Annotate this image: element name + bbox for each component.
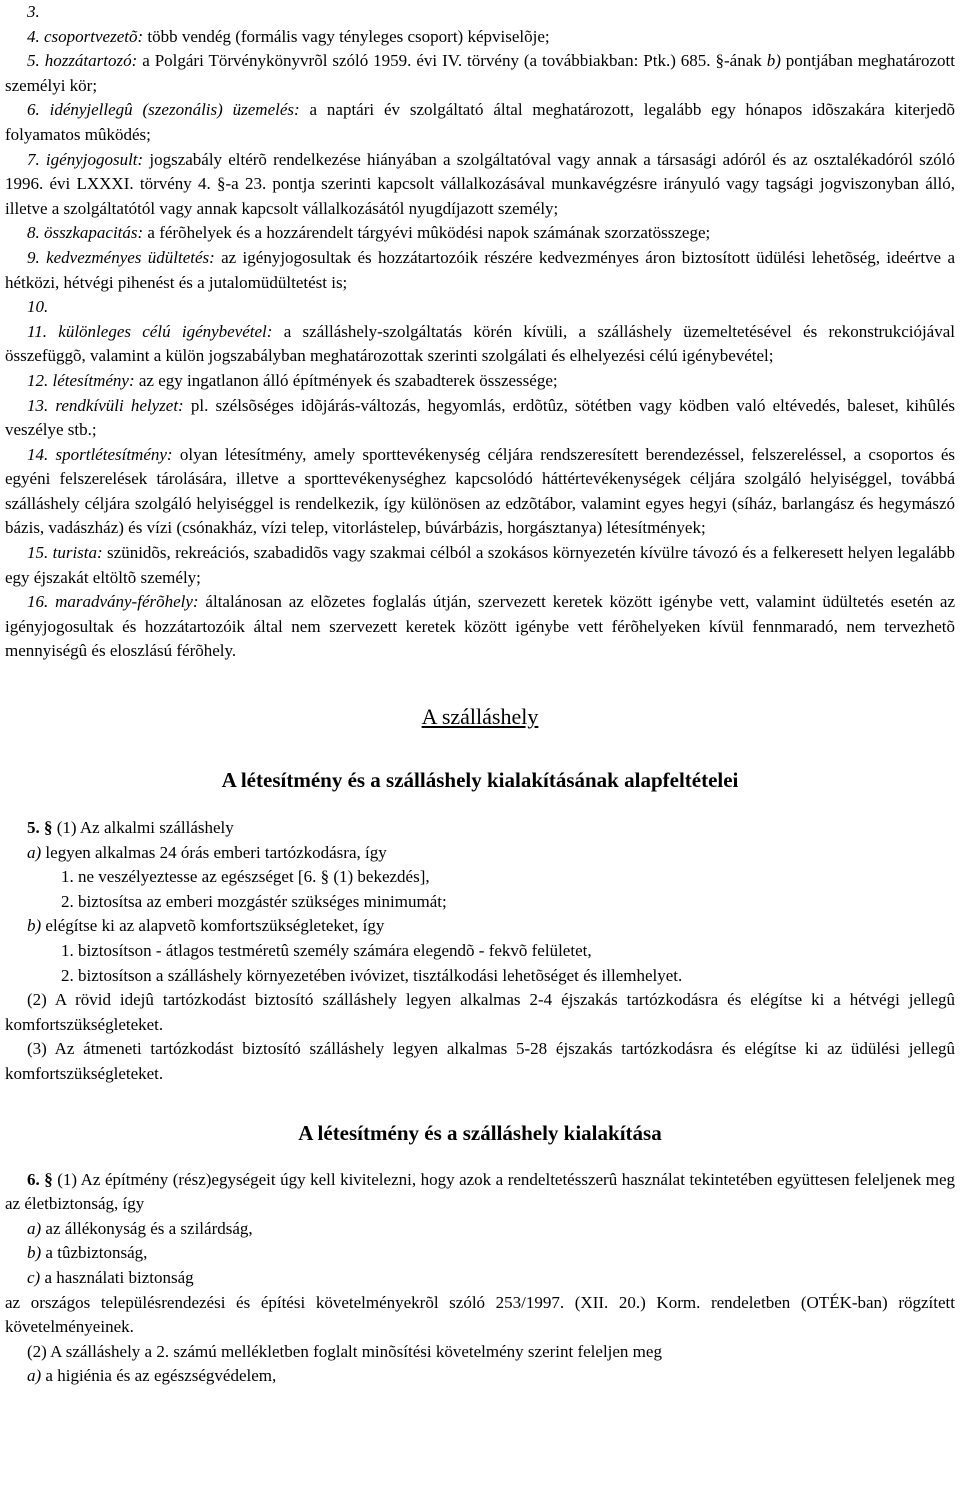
definition-14: 14. sportlétesítmény: olyan létesítmény, amely sporttevékenység céljára rendszeresített berendezéssel, felszereléssel, a csoportos és egyéni felszerelések tárolására, illetve a sporttevékenységhez kapcsolódó háttértevékenységek céljára szolgáló helyiséggel, továbbá szálláshely céljára szolgáló helyiséggel is rendelkezik, így különösen az edzõtábor, valamint egyes hegyi (síház, barlangász és hegymászó bázis, vadászház) és vízi (csónakház, vízi telep, vitorlástelep, búvárbázis, horgásztanya) létesítmények; — [5, 444, 955, 538]
definition-term: igényjogosult: — [45, 149, 144, 169]
definition-term: idényjellegû (szezonális) üzemelés: — [49, 100, 300, 120]
section-number: 5. § — [27, 818, 53, 838]
section-heading-main: A szálláshely — [421, 704, 539, 730]
definition-7: 7. igényjogosult: jogszabály eltérõ rendelkezése hiányában a szolgáltatóval vagy annak a társasági adóról és az osztalékadóról szóló 1996. évi LXXXI. törvény 4. §-a 23. pontja szerinti kapcsolt vállalkozásával munkavégzésre irányuló vagy tagsági jogviszonyban álló, illetve a szolgáltatótól vagy annak kapcsolt vállalkozásától nyugdíjazott személy; — [5, 149, 956, 218]
definition-term: létesítmény: — [52, 370, 135, 390]
point-6-a: a) az állékonyság és a szilárdság, — [27, 1218, 253, 1238]
definition-3 — [5, 0, 955, 25]
definition-term: különleges célú igénybevétel: — [58, 321, 273, 341]
section-heading-sub: A létesítmény és a szálláshely kialakítása — [298, 1120, 662, 1145]
definition-13: 13. rendkívüli helyzet: pl. szélsõséges idõjárás-változás, hegyomlás, erdõtûz, sötétben vagy ködben való eltévedés, baleset, kihûlés veszélye stb.; — [5, 395, 955, 440]
point-6-c: c) a használati biztonság — [27, 1267, 194, 1287]
definition-10: 10. — [27, 297, 49, 317]
definition-term: sportlétesítmény: — [55, 444, 173, 464]
definition-term: maradvány-férõhely: — [55, 592, 199, 612]
subpoint-5-a-2: 2. biztosítsa az emberi mozgástér szükséges minimumát; — [61, 891, 447, 911]
definition-number: 3. — [27, 2, 40, 21]
definition-term: csoportvezetõ: — [44, 26, 144, 46]
paragraph-6-2: (2) A szálláshely a 2. számú mellékletben foglalt minõsítési követelmény szerint feleljen meg — [27, 1341, 662, 1361]
definition-term: hozzátartozó: — [44, 51, 138, 71]
paragraph-5-3: (3) Az átmeneti tartózkodást biztosító szálláshely legyen alkalmas 5-28 éjszakás tartózkodásra és elégítse ki az üdülési jellegû komfortszükségleteket. — [5, 1039, 955, 1083]
definition-12: 12. létesítmény: az egy ingatlanon álló építmények és szabadterek összessége; — [27, 370, 558, 390]
subpoint-5-b-2: 2. biztosítson a szálláshely környezetében ivóvizet, tisztálkodási lehetõséget és illemhelyet. — [61, 965, 683, 985]
point-6-2-a: a) a higiénia és az egészségvédelem, — [27, 1366, 277, 1386]
definition-11: 11. különleges célú igénybevétel: a szálláshely-szolgáltatás körén kívüli, a szálláshely üzemeltetésével és rekonstrukciójával összefüggõ, valamint a külön jogszabályban meghatározottak szerinti szolgálati és elhelyezési célú igénybevétel; — [5, 321, 955, 366]
definition-term: összkapacitás: — [44, 223, 144, 243]
section-number: 6. § — [27, 1169, 53, 1189]
definition-15: 15. turista: szünidõs, rekreációs, szabadidõs vagy szakmai célból a szokásos környezetén kívülre távozó és a felkeresett helyen legalább egy éjszakát eltöltõ személy; — [5, 543, 956, 587]
section-heading-sub: A létesítmény és a szálláshely kialakításának alapfeltételei — [221, 768, 739, 793]
definition-16: 16. maradvány-férõhely: általánosan az elõzetes foglalás útján, szervezett keretek között igénybe vett, valamint üdültetés esetén az igényjogosultak és hozzátartozóik által nem szervezett keretek között igénybe vett férõhelyeken kívül fennmaradó, nem tervezhetõ mennyiségû és eloszlású férõhely. — [5, 592, 955, 661]
definition-9: 9. kedvezményes üdültetés: az igényjogosultak és hozzátartozóik részére kedvezményes áron biztosított üdülési lehetõség, ideértve a hétközi, hétvégi pihenést és a jutalomüdültetést is; — [5, 247, 955, 292]
point-5-b: b) elégítse ki az alapvetõ komfortszükségleteket, így — [27, 916, 385, 936]
definition-term: kedvezményes üdültetés: — [46, 247, 215, 267]
point-6-b: b) a tûzbiztonság, — [27, 1243, 148, 1263]
paragraph-5-2: (2) A rövid idejû tartózkodást biztosító szálláshely legyen alkalmas 2-4 éjszakás tartózkodásra és elégítse ki a hétvégi jellegû komfortszükségleteket. — [5, 990, 955, 1034]
subpoint-5-a-1: 1. ne veszélyeztesse az egészséget [6. § (1) bekezdés], — [61, 867, 430, 887]
subpoint-5-b-1: 1. biztosítson - átlagos testméretû személy számára elegendõ - fekvõ felületet, — [61, 941, 592, 960]
paragraph-5-1: 5. § (1) Az alkalmi szálláshely — [27, 818, 234, 838]
definition-8: 8. összkapacitás: a férõhelyek és a hozzárendelt tárgyévi mûködési napok számának szorzatösszege; — [27, 223, 711, 243]
definition-term: turista: — [52, 543, 103, 563]
definition-6: 6. idényjellegû (szezonális) üzemelés: a naptári év szolgáltató által meghatározott, legalább egy hónapos idõszakára kiterjedõ folyamatos mûködés; — [5, 100, 955, 144]
definition-4: 4. csoportvezetõ: több vendég (formális vagy tényleges csoport) képviselõje; — [27, 26, 550, 46]
point-5-a: a) legyen alkalmas 24 órás emberi tartózkodásra, így — [27, 842, 387, 862]
definition-5: 5. hozzátartozó: a Polgári Törvénykönyvrõl szóló 1959. évi IV. törvény (a továbbiakban: Ptk.) 685. §-ának b) pontjában meghatározott személyi kör; — [5, 51, 956, 95]
paragraph-6-1-end: az országos településrendezési és építési követelményekrõl szóló 253/1997. (XII. 20.) Korm. rendeletben (OTÉK-ban) rögzített követelményeinek. — [5, 1292, 955, 1337]
paragraph-6-1: 6. § (1) Az építmény (rész)egységeit úgy kell kivitelezni, hogy azok a rendeltetésszerû használat tekintetében együttesen feleljenek meg az életbiztonság, így — [5, 1169, 955, 1214]
definition-term: rendkívüli helyzet: — [55, 395, 184, 415]
